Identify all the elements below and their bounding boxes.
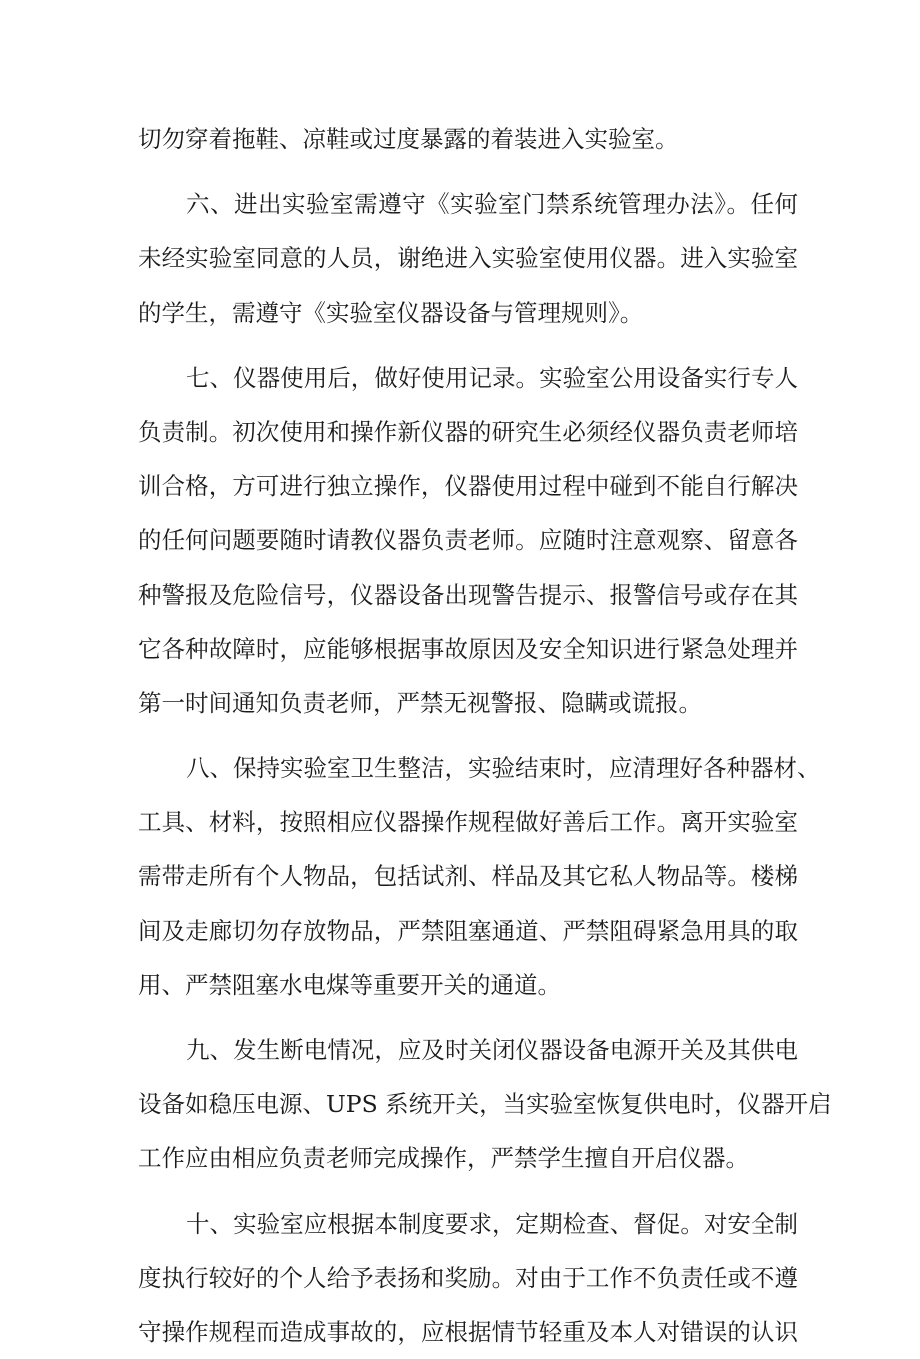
text-line: 的任何问题要随时请教仪器负责老师。应随时注意观察、留意各 [138, 526, 798, 555]
paragraph [138, 1197, 798, 1359]
text-line: 间及走廊切勿存放物品，严禁阻塞通道、严禁阻碍紧急用具的取 [138, 916, 798, 945]
text-line: 未经实验室同意的人员，谢绝进入实验室使用仪器。进入实验室 [138, 244, 798, 273]
paragraph [138, 1023, 832, 1186]
text-line: 的学生，需遵守《实验室仪器设备与管理规则》。 [138, 298, 644, 327]
document-body [138, 112, 832, 1359]
text-line: 第一时间通知负责老师，严禁无视警报、隐瞒或谎报。 [138, 688, 702, 717]
text-line: 工具、材料，按照相应仪器操作规程做好善后工作。离开实验室 [138, 808, 798, 837]
paragraph-gap [138, 730, 798, 741]
paragraph [138, 351, 798, 730]
text-line: 九、发生断电情况，应及时关闭仪器设备电源开关及其供电 [186, 1036, 798, 1064]
text-line: 训合格，方可进行独立操作，仪器使用过程中碰到不能自行解决 [138, 472, 798, 501]
text-line: 负责制。初次使用和操作新仪器的研究生必须经仪器负责老师培 [138, 417, 798, 446]
text-line: 种警报及危险信号，仪器设备出现警告提示、报警信号或存在其 [138, 580, 798, 609]
text-line: 六、进出实验室需遵守《实验室门禁系统管理办法》。任何 [186, 190, 798, 219]
text-line: 设备如稳压电源、UPS 系统开关，当实验室恢复供电时，仪器开启 [138, 1090, 832, 1119]
text-line: 七、仪器使用后，做好使用记录。实验室公用设备实行专人 [186, 363, 798, 392]
text-line: 它各种故障时，应能够根据事故原因及安全知识进行紧急处理并 [138, 634, 798, 663]
text-line: 八、保持实验室卫生整洁，实验结束时，应清理好各种器材、 [186, 754, 821, 783]
paragraph-gap [138, 166, 798, 177]
text-line: 需带走所有个人物品，包括试剂、样品及其它私人物品等。楼梯 [138, 862, 798, 891]
paragraph-gap [138, 340, 798, 351]
text-line: 用、严禁阻塞水电煤等重要开关的通道。 [138, 970, 561, 999]
paragraph-gap [138, 1012, 798, 1023]
paragraph-gap [138, 1186, 798, 1197]
text-line: 十、实验室应根据本制度要求，定期检查、督促。对安全制 [186, 1209, 798, 1238]
text-line: 工作应由相应负责老师完成操作，严禁学生擅自开启仪器。 [138, 1144, 749, 1173]
text-line: 度执行较好的个人给予表扬和奖励。对由于工作不负责任或不遵 [138, 1263, 798, 1292]
paragraph [138, 741, 821, 1012]
text-line: 守操作规程而造成事故的，应根据情节轻重及本人对错误的认识 [138, 1317, 798, 1346]
paragraph [138, 112, 798, 166]
text-line: 切勿穿着拖鞋、凉鞋或过度暴露的着装进入实验室。 [138, 125, 679, 153]
paragraph [138, 177, 798, 340]
